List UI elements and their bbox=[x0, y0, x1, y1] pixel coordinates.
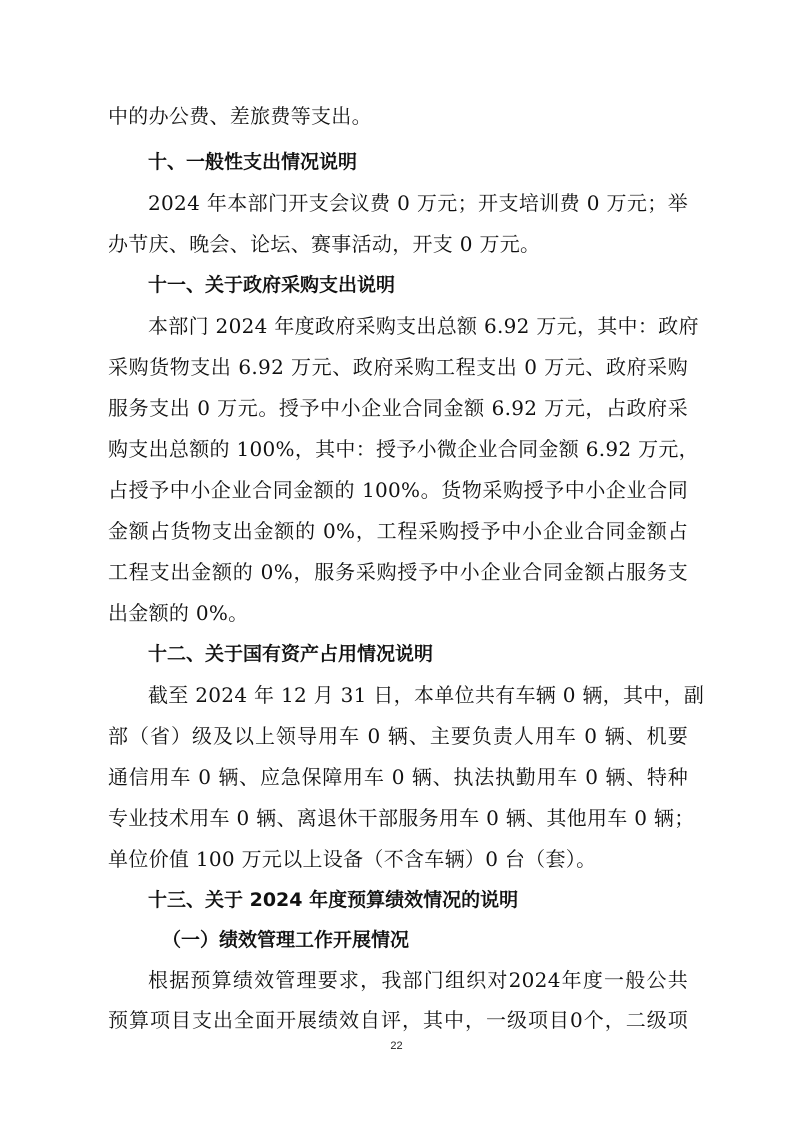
paragraph-line: 工程支出金额的 0%，服务采购授予中小企业合同金额占服务支 bbox=[108, 560, 688, 584]
paragraph-line: 占授予中小企业合同金额的 100%。货物采购授予中小企业合同 bbox=[108, 478, 688, 502]
paragraph-line: 中的办公费、差旅费等支出。 bbox=[108, 104, 372, 128]
paragraph-line: 购支出总额的 100%，其中：授予小微企业合同金额 6.92 万元， bbox=[108, 437, 699, 461]
paragraph-line: 服务支出 0 万元。授予中小企业合同金额 6.92 万元，占政府采 bbox=[108, 396, 688, 420]
paragraph-line: 预算项目支出全面开展绩效自评，其中，一级项目0个，二级项 bbox=[108, 1008, 688, 1032]
paragraph-line: 出金额的 0%。 bbox=[108, 601, 249, 625]
paragraph-line: 专业技术用车 0 辆、离退休干部服务用车 0 辆、其他用车 0 辆； bbox=[108, 806, 695, 830]
paragraph-line: 金额占货物支出金额的 0%，工程采购授予中小企业合同金额占 bbox=[108, 519, 688, 543]
paragraph-line: 办节庆、晚会、论坛、赛事活动，开支 0 万元。 bbox=[108, 232, 541, 256]
page-number: 22 bbox=[390, 1040, 403, 1052]
section-heading-11: 十一、关于政府采购支出说明 bbox=[148, 274, 396, 296]
paragraph-line: 单位价值 100 万元以上设备（不含车辆）0 台（套）。 bbox=[108, 847, 597, 871]
section-heading-13: 十三、关于 2024 年度预算绩效情况的说明 bbox=[148, 889, 519, 911]
paragraph-line: 截至 2024 年 12 月 31 日，本单位共有车辆 0 辆，其中，副 bbox=[148, 683, 705, 707]
section-heading-12: 十二、关于国有资产占用情况说明 bbox=[148, 643, 434, 665]
paragraph-line: 采购货物支出 6.92 万元、政府采购工程支出 0 万元、政府采购 bbox=[108, 355, 688, 379]
paragraph-line: 部（省）级及以上领导用车 0 辆、主要负责人用车 0 辆、机要 bbox=[108, 724, 688, 748]
paragraph-line: 2024 年本部门开支会议费 0 万元；开支培训费 0 万元；举 bbox=[148, 191, 688, 215]
paragraph-line: 通信用车 0 辆、应急保障用车 0 辆、执法执勤用车 0 辆、特种 bbox=[108, 765, 688, 789]
paragraph-line: 根据预算绩效管理要求，我部门组织对2024年度一般公共 bbox=[148, 968, 688, 992]
section-heading-10: 十、一般性支出情况说明 bbox=[148, 151, 358, 173]
paragraph-line: 本部门 2024 年度政府采购支出总额 6.92 万元，其中：政府 bbox=[148, 314, 699, 338]
subsection-heading: （一）绩效管理工作开展情况 bbox=[162, 929, 410, 951]
